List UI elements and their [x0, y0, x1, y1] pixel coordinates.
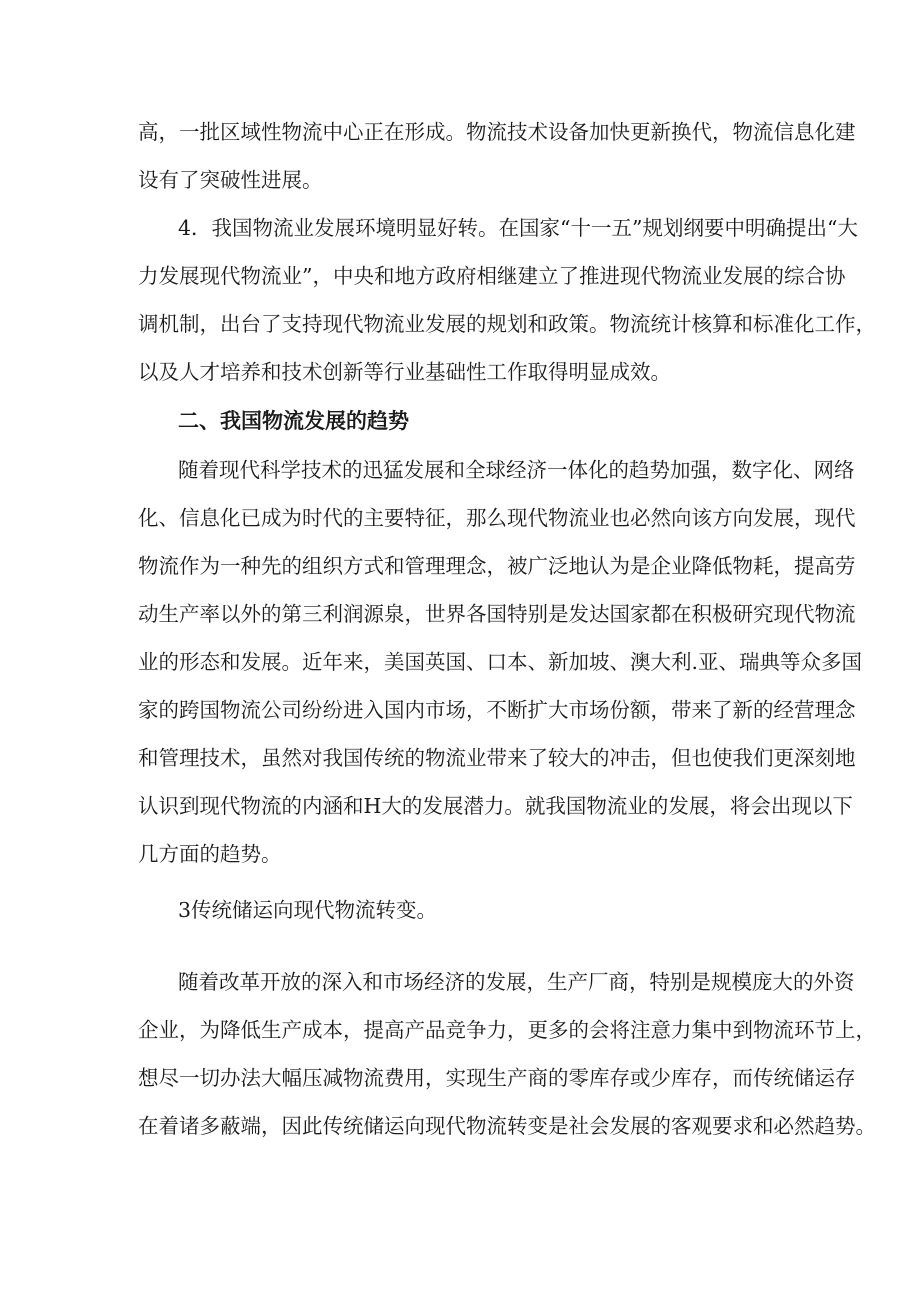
paragraph-line: 动生产率以外的第三利润源泉，世界各国特别是发达国家都在积极研究现代物流	[138, 602, 856, 626]
paragraph-line: 以及人才培养和技术创新等行业基础性工作取得明显成效。	[138, 360, 671, 384]
paragraph-line: 设有了突破性进展。	[138, 168, 323, 192]
paragraph-line: 随着改革开放的深入和市场经济的发展，生产厂商，特别是规模庞大的外资	[178, 970, 855, 994]
paragraph-line: 4．我国物流业发展环境明显好转。在国家“十一五”规划纲要中明确提出“大	[178, 216, 858, 240]
paragraph-line: 化、信息化已成为时代的主要特征，那么现代物流业也必然向该方向发展，现代	[138, 506, 856, 530]
paragraph-line: 力发展现代物流业”，中央和地方政府相继建立了推进现代物流业发展的综合协	[138, 264, 846, 288]
paragraph-line: 高，一批区域性物流中心正在形成。物流技术设备加快更新换代，物流信息化建	[138, 120, 856, 144]
paragraph-line: 想尽一切办法大幅压减物流费用，实现生产商的零库存或少库存，而传统储运存	[138, 1066, 856, 1090]
paragraph-line: 家的跨国物流公司纷纷进入国内市场，不断扩大市场份额，带来了新的经营理念	[138, 698, 856, 722]
paragraph-line: 业的形态和发展。近年来，美国英国、口本、新加坡、澳大利.亚、瑞典等众多国	[138, 650, 863, 674]
paragraph-line: 物流作为一种先的组织方式和管理理念，被广泛地认为是企业降低物耗，提高劳	[138, 554, 856, 578]
paragraph-line: 企业，为降低生产成本，提高产品竞争力，更多的会将注意力集中到物流环节上，	[138, 1018, 876, 1042]
paragraph-line: 随着现代科学技术的迅猛发展和全球经济一体化的趋势加强，数字化、网络	[178, 458, 855, 482]
section-heading: 二、我国物流发展的趋势	[178, 409, 409, 433]
paragraph-line: 调机制，出台了支持现代物流业发展的规划和政策。物流统计核算和标准化工作，	[138, 312, 876, 336]
paragraph-line: 和管理技术，虽然对我国传统的物流业带来了较大的冲击，但也使我们更深刻地	[138, 746, 856, 770]
subheading: 3传统储运向现代物流转变。	[178, 898, 438, 922]
paragraph-line: 认识到现代物流的内涵和H大的发展潜力。就我国物流业的发展，将会出现以下	[138, 794, 853, 818]
paragraph-line: 在着诸多蔽端，因此传统储运向现代物流转变是社会发展的客观要求和必然趋势。	[138, 1114, 876, 1138]
paragraph-line: 几方面的趋势。	[138, 842, 282, 866]
